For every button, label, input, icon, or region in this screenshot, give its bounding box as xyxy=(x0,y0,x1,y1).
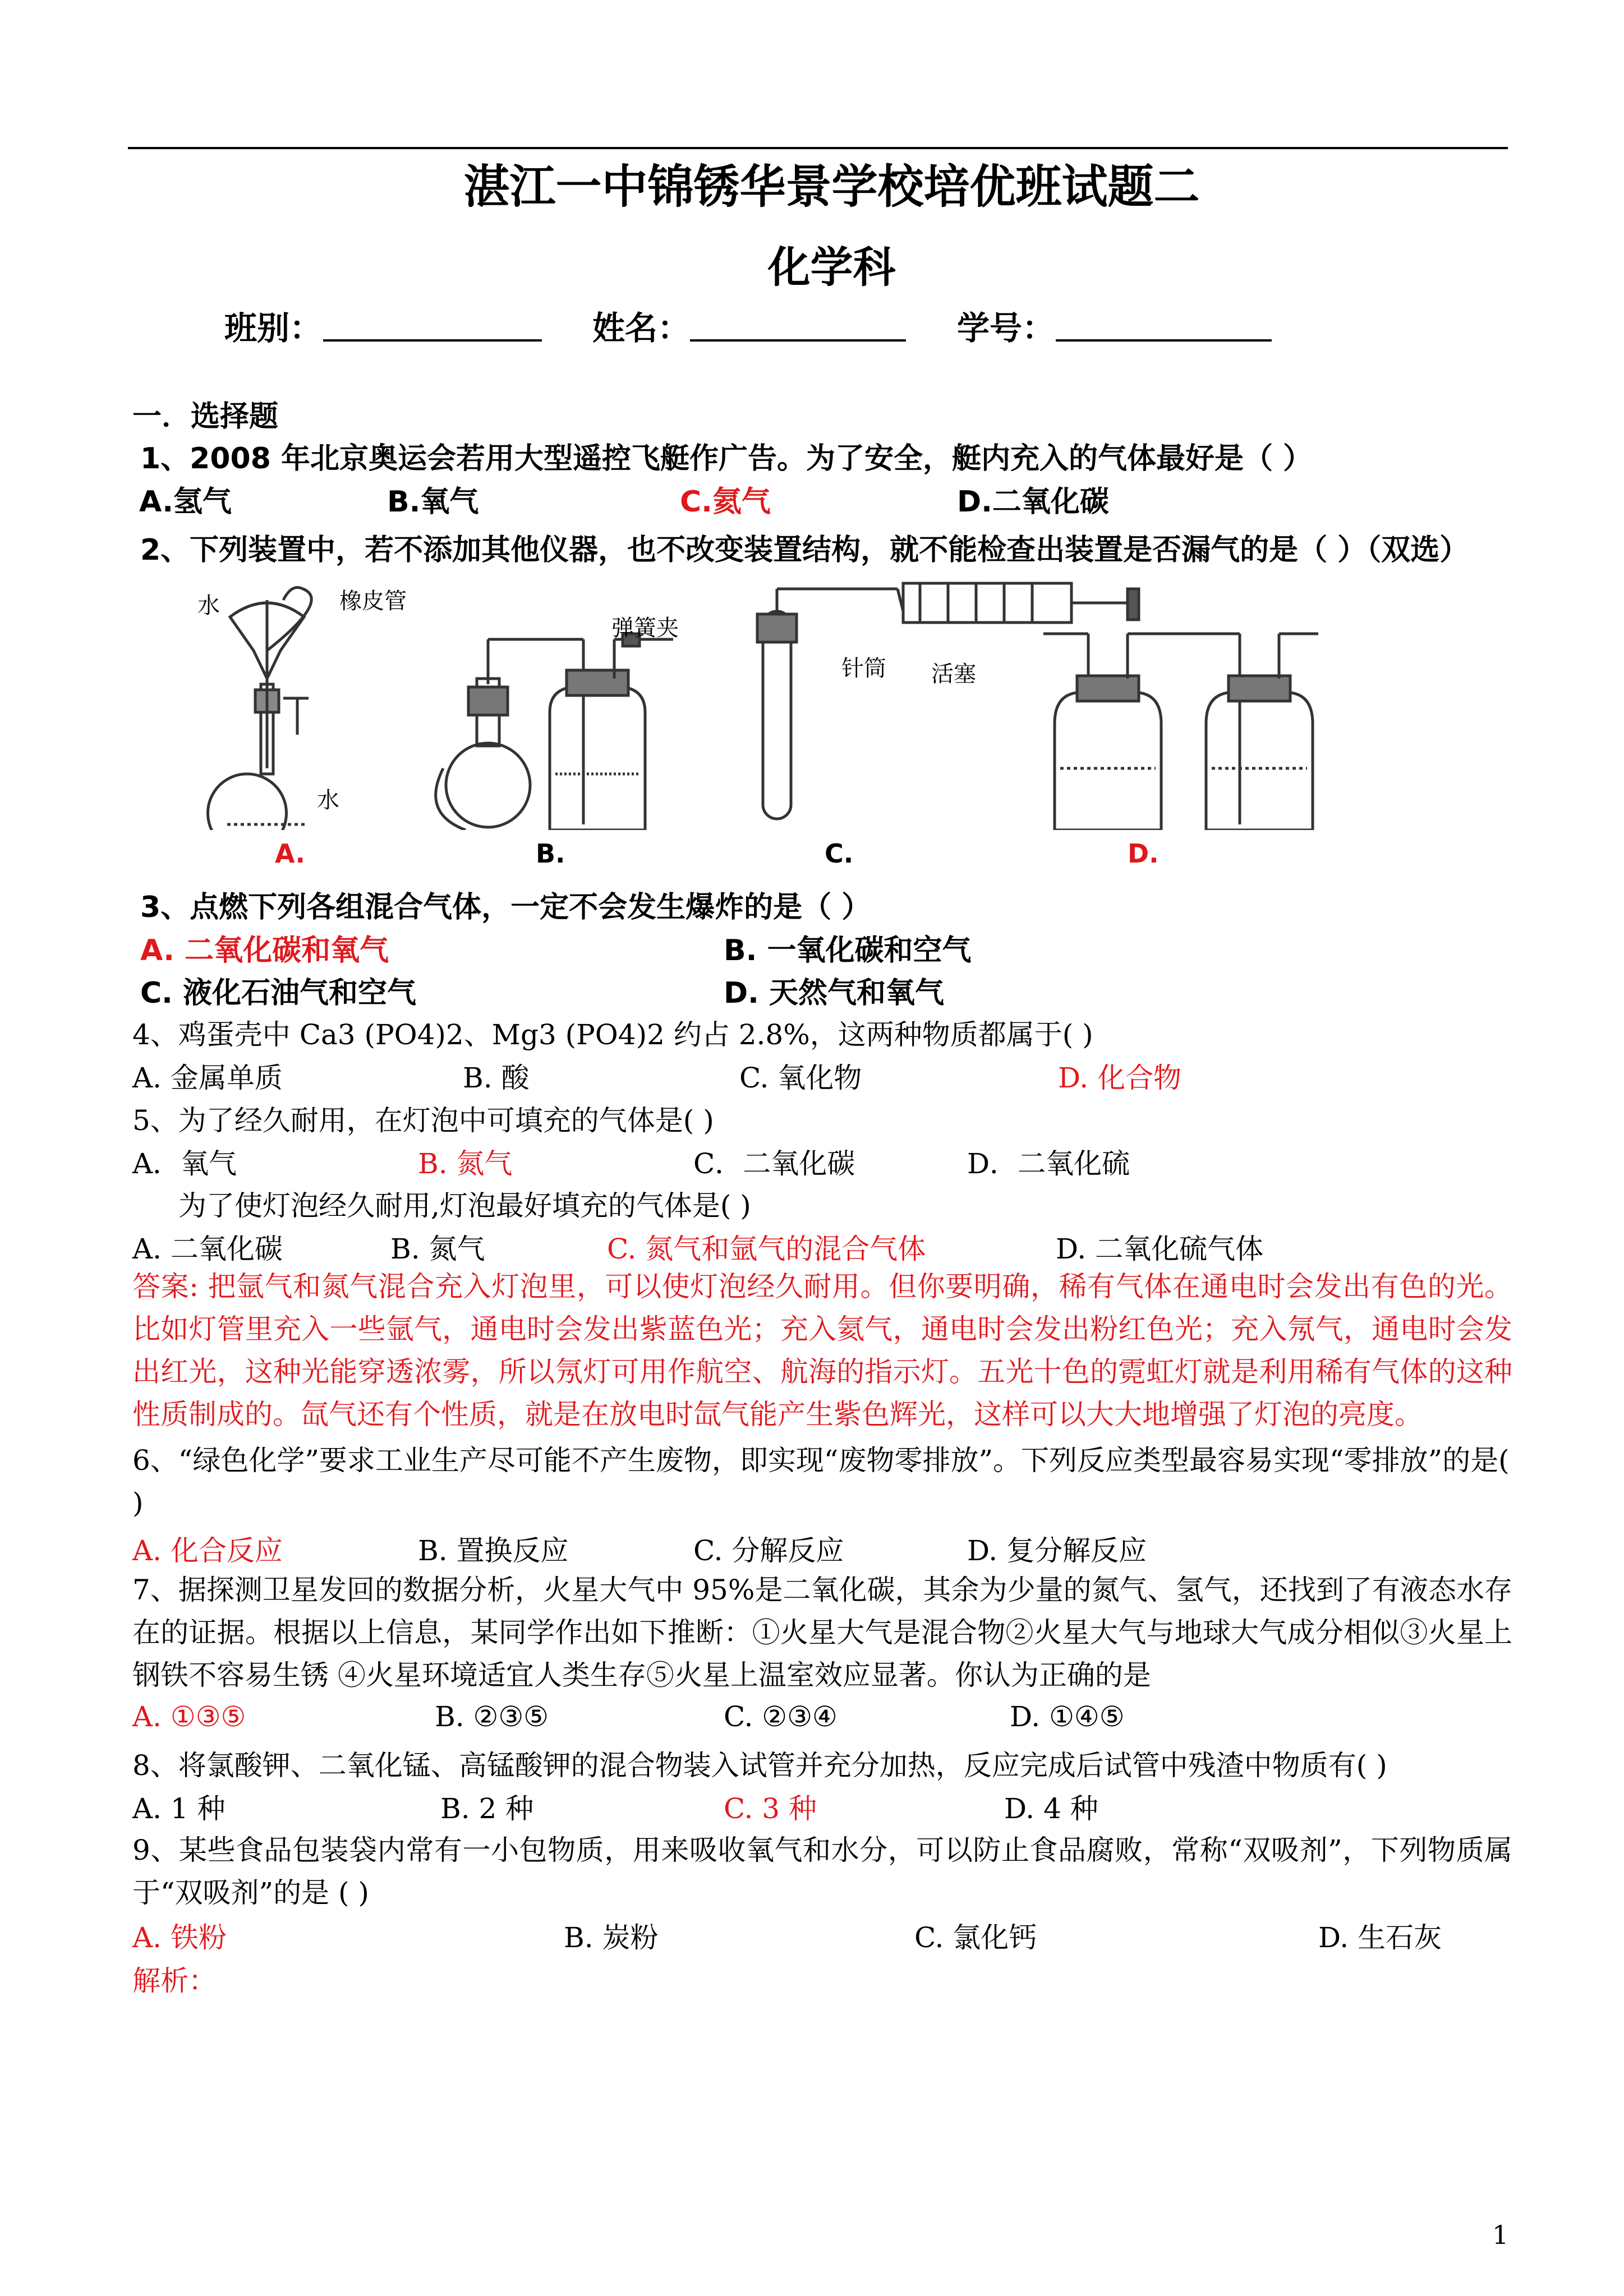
q3-option-d: D. 天然气和氧气 xyxy=(724,976,945,1010)
q4-option-a: A. 金属单质 xyxy=(132,1062,283,1094)
number-field[interactable] xyxy=(1056,339,1272,342)
q6-option-b: B. 置换反应 xyxy=(418,1534,569,1567)
q8-option-b: B. 2 种 xyxy=(440,1792,534,1825)
q7-option-c: C. ②③④ xyxy=(724,1700,838,1733)
class-field[interactable] xyxy=(323,339,542,342)
q2-option-a: A. xyxy=(275,838,305,869)
q2-stem: 2、下列装置中，若不添加其他仪器，也不改变装置结构，就不能检查出装置是否漏气的是（ ）（双选） xyxy=(140,533,1469,567)
q5-option-b: B. 氮气 xyxy=(418,1147,513,1180)
section-heading: 一．选择题 xyxy=(132,400,279,434)
q9-stem: 9、某些食品包装袋内常有一小包物质，用来吸收氧气和水分，可以防止食品腐败，常称“双吸剂”，下列物质属于“双吸剂”的是 ( ) xyxy=(132,1834,1512,1909)
apparatus-a xyxy=(208,588,312,831)
q5-stem: 5、为了经久耐用，在灯泡中可填充的气体是( ) xyxy=(132,1104,714,1137)
q8-option-c: C. 3 种 xyxy=(724,1792,817,1825)
q9-option-c: C. 氯化钙 xyxy=(914,1921,1037,1954)
q8-option-a: A. 1 种 xyxy=(132,1792,226,1825)
fig-label-water-2: 水 xyxy=(317,787,339,813)
q9-option-b: B. 炭粉 xyxy=(564,1921,659,1954)
fig-label-water: 水 xyxy=(197,593,220,619)
q5b-option-c: C. 氮气和氩气的混合气体 xyxy=(607,1233,926,1265)
q5b-option-b: B. 氮气 xyxy=(390,1233,485,1265)
subject-title: 化学科 xyxy=(767,242,896,292)
q5-option-a: A．氧气 xyxy=(132,1147,237,1180)
fig-label-rubber-tube: 橡皮管 xyxy=(339,588,407,614)
fig-label-plunger: 活塞 xyxy=(931,661,976,687)
q4-option-d: D. 化合物 xyxy=(1058,1062,1182,1094)
q4-option-b: B. 酸 xyxy=(463,1062,530,1094)
header-rule xyxy=(128,147,1508,149)
q1-option-d: D.二氧化碳 xyxy=(957,485,1109,519)
q4-option-c: C. 氧化物 xyxy=(739,1062,862,1094)
q3-option-b: B. 一氧化碳和空气 xyxy=(724,934,972,967)
q3-option-a: A. 二氧化碳和氧气 xyxy=(140,934,389,967)
q9-option-a: A. 铁粉 xyxy=(132,1921,227,1954)
q5-answer: 答案: 把氩气和氮气混合充入灯泡里，可以使灯泡经久耐用。但你要明确，稀有气体在通电时会发出有色的光。比如灯管里充入一些氩气，通电时会发出紫蓝色光；充入氦气，通电时会发出粉红色光；充入氖气，通电时会发出红光，这种光能穿透浓雾，所以氖灯可用作航空、航海的指示灯。五光十色的霓虹灯就是利用稀有气体的这种性质制成的。氙气还有个性质，就是在放电时氙气能产生紫色辉光，这样可以大大地增强了灯泡的亮度。 xyxy=(132,1270,1512,1431)
q5-option-d: D．二氧化硫 xyxy=(967,1147,1130,1180)
q6-stem: 6、“绿色化学”要求工业生产尽可能不产生废物，即实现“废物零排放”。下列反应类型最容易实现“零排放”的是( ) xyxy=(132,1444,1510,1519)
q3-option-c: C. 液化石油气和空气 xyxy=(140,976,417,1010)
q8-option-d: D. 4 种 xyxy=(1004,1792,1098,1825)
q5-option-c: C．二氧化碳 xyxy=(693,1147,855,1180)
apparatus-d xyxy=(1043,634,1318,830)
q5-stem-2: 为了使灯泡经久耐用,灯泡最好填充的气体是( ) xyxy=(178,1190,751,1222)
q2-option-b: B. xyxy=(536,838,565,869)
q4-stem: 4、鸡蛋壳中 Ca3 (PO4)2、Mg3 (PO4)2 约占 2.8%，这两种物质都属于( ) xyxy=(132,1018,1093,1051)
q3-stem: 3、点燃下列各组混合气体，一定不会发生爆炸的是（ ） xyxy=(140,891,871,924)
q1-stem: 1、2008 年北京奥运会若用大型遥控飞艇作广告。为了安全，艇内充入的气体最好是（ ） xyxy=(140,442,1313,476)
q7-option-a: A. ①③⑤ xyxy=(132,1700,246,1733)
q6-option-a: A. 化合反应 xyxy=(132,1534,283,1567)
q2-option-d: D. xyxy=(1128,838,1159,869)
number-label: 学号： xyxy=(957,309,1055,347)
page-number: 1 xyxy=(1492,2220,1509,2250)
page-title: 湛江一中锦锈华景学校培优班试题二 xyxy=(463,160,1200,214)
q5b-option-d: D. 二氧化硫气体 xyxy=(1056,1233,1264,1265)
q7-option-b: B. ②③⑤ xyxy=(435,1700,549,1733)
q6-option-d: D. 复分解反应 xyxy=(967,1534,1147,1567)
name-label: 姓名： xyxy=(592,309,691,347)
q9-analysis: 解析： xyxy=(132,1965,217,1997)
apparatus-b xyxy=(436,634,673,830)
q6-option-c: C. 分解反应 xyxy=(693,1534,844,1567)
q5b-option-a: A. 二氧化碳 xyxy=(132,1233,283,1265)
q9-option-d: D. 生石灰 xyxy=(1318,1921,1442,1954)
q2-option-c: C. xyxy=(825,838,854,869)
q1-option-c: C.氦气 xyxy=(680,485,771,519)
name-field[interactable] xyxy=(690,339,906,342)
q1-option-b: B.氧气 xyxy=(387,485,479,519)
fig-label-clamp: 弹簧夹 xyxy=(611,615,679,641)
q7-option-d: D. ①④⑤ xyxy=(1010,1700,1125,1733)
q8-stem: 8、将氯酸钾、二氧化锰、高锰酸钾的混合物装入试管并充分加热，反应完成后试管中残渣中物质有( ) xyxy=(132,1749,1387,1782)
fig-label-syringe: 针筒 xyxy=(841,656,886,681)
q7-stem: 7、据探测卫星发回的数据分析，火星大气中 95%是二氧化碳，其余为少量的氮气、氢气，还找到了有液态水存在的证据。根据以上信息，某同学作出如下推断：①火星大气是混合物②火星大气与地球大气成分相似③火星上钢铁不容易生锈 ④火星环境适宜人类生存⑤火星上温室效应显著。你认为正确的是 xyxy=(132,1574,1512,1691)
q1-option-a: A.氢气 xyxy=(139,485,232,519)
class-label: 班别： xyxy=(224,309,323,347)
